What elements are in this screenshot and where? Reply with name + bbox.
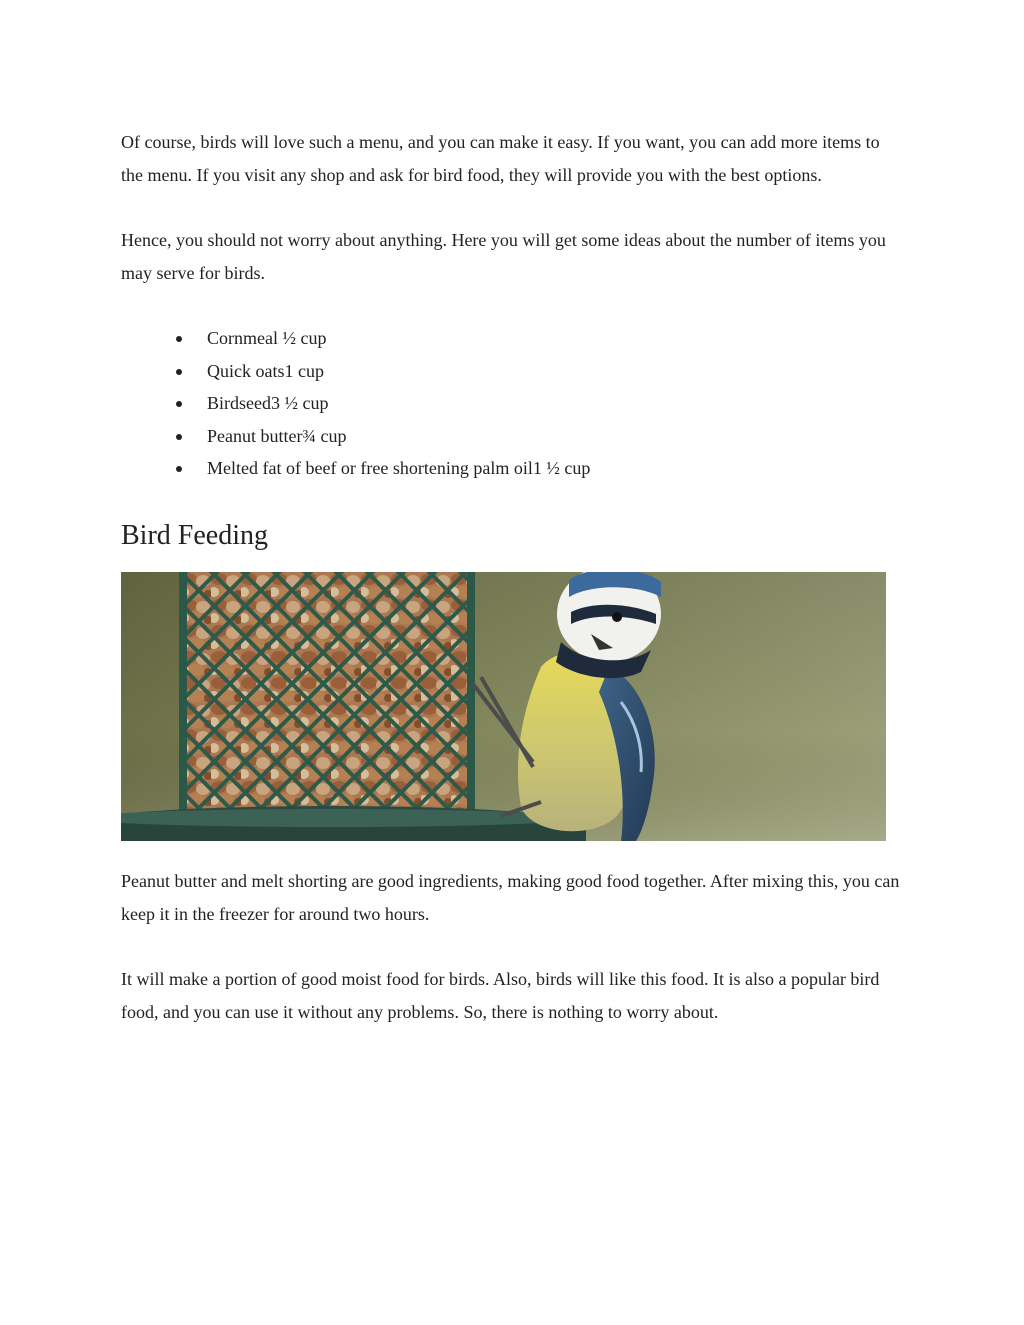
intro-paragraph-2: Hence, you should not worry about anything. Here you will get some ideas about the number of items you may serve for birds. [121, 230, 886, 283]
bird-feeder-photo [121, 572, 886, 841]
list-item [121, 452, 901, 485]
list-item-text: Melted fat of beef or free shortening palm oil1 ½ cup [207, 458, 591, 479]
bullet-icon [176, 369, 182, 375]
list-item [121, 322, 901, 355]
section-paragraph-2: It will make a portion of good moist food for birds. Also, birds will like this food. It is also a popular bird food, and you can use it without any problems. So, there is nothing to worry about. [121, 968, 880, 1022]
bullet-icon [176, 434, 182, 440]
section-paragraph-1: Peanut butter and melt shorting are good ingredients, making good food together. After mixing this, you can keep it in the freezer for around two hours. [121, 870, 900, 924]
bullet-icon [176, 401, 182, 407]
list-item-text: Birdseed3 ½ cup [207, 393, 329, 414]
list-item-text: Peanut butter¾ cup [207, 425, 347, 446]
bullet-icon [176, 336, 182, 342]
bullet-icon [176, 466, 182, 472]
ingredient-list [121, 322, 901, 485]
list-item [121, 355, 901, 388]
list-item [121, 387, 901, 420]
document-page [121, 126, 901, 1029]
list-item-text: Cornmeal ½ cup [207, 328, 327, 348]
section-heading: Bird Feeding [121, 519, 268, 551]
list-item [121, 420, 901, 453]
intro-paragraph-1: Of course, birds will love such a menu, and you can make it easy. If you want, you can add more items to the menu. If you visit any shop and ask for bird food, they will provide you with the best options. [121, 132, 880, 185]
list-item-text: Quick oats1 cup [207, 360, 324, 381]
